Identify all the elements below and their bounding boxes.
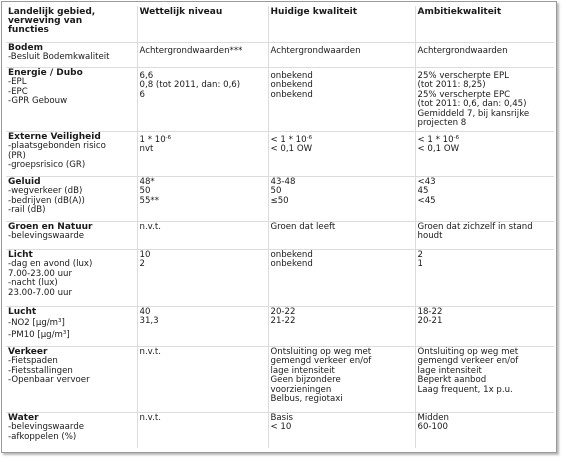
lucht-huidig [268,306,415,346]
cell-value: Achtergrondwaarden*** [139,45,243,56]
water-wettelijk [137,412,268,448]
cell-value: 2 [139,259,145,270]
cell-value: n.v.t. [139,221,161,232]
cell-value: 6,6 [139,70,154,81]
lucht-sub [8,331,135,341]
geluid-sub: -wegverkeer (dB) [8,186,83,197]
bodem-huidig [268,42,415,67]
cell-value: n.v.t. [139,346,161,357]
value-base: 1 * 10 [139,134,166,145]
cell-value: 20-21 [417,316,443,327]
groen-wettelijk [137,221,268,249]
groen-ambitie [415,221,554,249]
verkeer-wettelijk [137,346,268,412]
header-row [6,6,554,42]
unit-end: ] [66,329,70,340]
groen-label [6,221,137,249]
cell-value: < 10 [270,422,292,433]
cell-value: projecten 8 [417,118,467,129]
value-base: < 1 * 10 [270,134,307,145]
cell-value: 21-22 [270,316,296,327]
cell-value: 10 [139,249,151,260]
cell-value: 48* [139,176,155,187]
cell-value: houdt [417,231,443,242]
cell-value: 50 [139,186,151,197]
row-energie [6,67,554,131]
row-groen [6,221,554,249]
cell-value: 43-48 [270,176,296,187]
verkeer-sub: -Fietspaden [8,356,58,367]
groen-sub: -belevingswaarde [8,231,85,242]
cell-value: 50 [270,186,282,197]
row-verkeer [6,346,554,412]
lucht-ambitie [415,306,554,346]
verkeer-sub: -Fietsstallingen [8,365,73,376]
row-water [6,412,554,448]
cell-value [140,136,266,146]
veiligheid-sub: -plaatsgebonden risico [8,141,106,152]
cell-value: onbekend [270,89,313,100]
energie-title: Energie / Dubo [8,67,83,78]
geluid-wettelijk [137,176,268,221]
cell-value: 0,8 (tot 2011, dan: 0,6) [139,80,241,91]
energie-sub: -GPR Gebouw [8,96,68,107]
unit-base: -NO2 [µg/m [8,318,59,329]
cell-value: 6 [139,89,145,100]
cell-value: lage intensiteit [417,365,482,376]
geluid-sub: -rail (dB) [8,205,46,216]
verkeer-sub: -Openbaar vervoer [8,375,90,386]
quality-table [6,6,554,448]
cell-value: onbekend [270,80,313,91]
header-area-line: verweving van [8,16,83,27]
cell-value: < 0,1 OW [270,144,313,155]
cell-value: 25% verscherpte EPC [417,89,511,100]
cell-value: Ontsluiting op weg met [270,346,372,357]
bodem-title: Bodem [8,42,43,53]
licht-huidig [268,249,415,306]
lucht-wettelijk [137,306,268,346]
cell-value: voorzieningen [270,384,332,395]
groen-title: Groen en Natuur [8,221,93,232]
cell-value: 31,3 [139,316,159,327]
licht-sub: 23.00-7.00 uur [8,287,72,298]
water-sub: -belevingswaarde [8,422,85,433]
header-area-line: Landelijk gebied, [8,7,96,17]
water-title: Water [8,412,39,423]
header-area-line: functies [8,25,49,36]
cell-value: 60-100 [417,422,448,433]
geluid-huidig [268,176,415,221]
row-lucht [6,306,554,346]
veiligheid-huidig [268,131,415,176]
energie-huidig [268,67,415,131]
water-sub: -afkoppelen (%) [8,431,77,442]
value-exponent: -6 [306,134,313,141]
bodem-ambitie [415,42,554,67]
bodem-label [6,42,137,67]
cell-value: onbekend [270,259,313,270]
water-huidig [268,412,415,448]
licht-sub: -nacht (lux) [8,278,58,289]
veiligheid-label [6,131,137,176]
cell-value: 45 [417,186,429,197]
cell-value: 1 [417,259,423,270]
cell-value: 2 [417,249,423,260]
cell-value: (tot 2011: 0,6, dan: 0,45) [417,99,527,110]
energie-wettelijk [137,67,268,131]
cell-value: Belbus, regiotaxi [270,394,343,405]
cell-value: Gemiddeld 7, bij kansrijke [417,108,530,119]
energie-sub: -EPL [8,77,27,88]
cell-value: 40 [139,306,151,317]
cell-value: <45 [417,195,436,206]
geluid-title: Geluid [8,176,41,187]
energie-label [6,67,137,131]
licht-label [6,249,137,306]
value-exponent: -6 [453,134,460,141]
lucht-title: Lucht [8,306,37,317]
cell-value: gemengd verkeer en/of [417,356,519,367]
veiligheid-wettelijk [137,131,268,176]
row-geluid [6,176,554,221]
cell-value: onbekend [270,70,313,81]
lucht-sub [8,319,135,329]
veiligheid-sub: -groepsrisico (GR) [8,160,86,171]
energie-ambitie [415,67,554,131]
geluid-sub: -bedrijven (dB(A)) [8,195,85,206]
row-licht [6,249,554,306]
unit-exponent: 3 [62,329,67,336]
cell-value: lage intensiteit [270,365,335,376]
cell-value: onbekend [270,249,313,260]
licht-sub: 7.00-23.00 uur [8,268,72,279]
licht-sub: -dag en avond (lux) [8,259,93,270]
row-bodem [6,42,554,67]
cell-value: 20-22 [270,306,296,317]
cell-value: Groen dat leeft [270,221,336,232]
groen-huidig [268,221,415,249]
cell-value: gemengd verkeer en/of [270,356,372,367]
cell-value: 18-22 [417,306,443,317]
cell-value: Ontsluiting op weg met [417,346,519,357]
row-veiligheid [6,131,554,176]
lucht-label [6,306,137,346]
verkeer-huidig [268,346,415,412]
cell-value: nvt [139,144,154,155]
value-base: < 1 * 10 [417,134,454,145]
licht-title: Licht [8,249,33,260]
cell-value: Groen dat zichzelf in stand [417,221,533,232]
water-label [6,412,137,448]
header-ambitie: Ambitiekwaliteit [415,6,554,42]
cell-value: Midden [417,412,449,423]
cell-value: <43 [417,176,436,187]
cell-value: Achtergrondwaarden [417,45,508,56]
energie-sub: -EPC [8,86,28,97]
value-exponent: -6 [165,134,172,141]
cell-value: 55** [139,195,160,206]
veiligheid-ambitie [415,131,554,176]
veiligheid-sub: (PR) [8,150,26,161]
verkeer-label [6,346,137,412]
bodem-sub: -Besluit Bodemkwaliteit [8,52,110,63]
unit-exponent: 3 [58,318,62,325]
water-ambitie [415,412,554,448]
veiligheid-title: Externe Veiligheid [8,131,101,142]
cell-value: Basis [270,412,294,423]
cell-value: n.v.t. [139,412,161,423]
verkeer-title: Verkeer [8,346,48,357]
cell-value: Beperkt aanbod [417,375,487,386]
header-huidig: Huidige kwaliteit [268,6,415,42]
header-area-type [6,6,137,42]
unit-end: ] [61,318,65,329]
geluid-ambitie [415,176,554,221]
geluid-label [6,176,137,221]
licht-wettelijk [137,249,268,306]
cell-value: (tot 2011: 8,25) [417,80,486,91]
cell-value: Laag frequent, 1x p.u. [417,384,513,395]
cell-value: < 0,1 OW [417,144,460,155]
table-frame [1,1,557,453]
cell-value: Achtergrondwaarden [270,45,361,56]
bodem-wettelijk [137,42,268,67]
header-wettelijk: Wettelijk niveau [137,6,268,42]
unit-base: -PM10 [µg/m [8,329,63,340]
verkeer-ambitie [415,346,554,412]
cell-value: Geen bijzondere [270,375,341,386]
licht-ambitie [415,249,554,306]
cell-value: 25% verscherpte EPL [417,70,509,81]
cell-value: ≤50 [270,195,289,206]
